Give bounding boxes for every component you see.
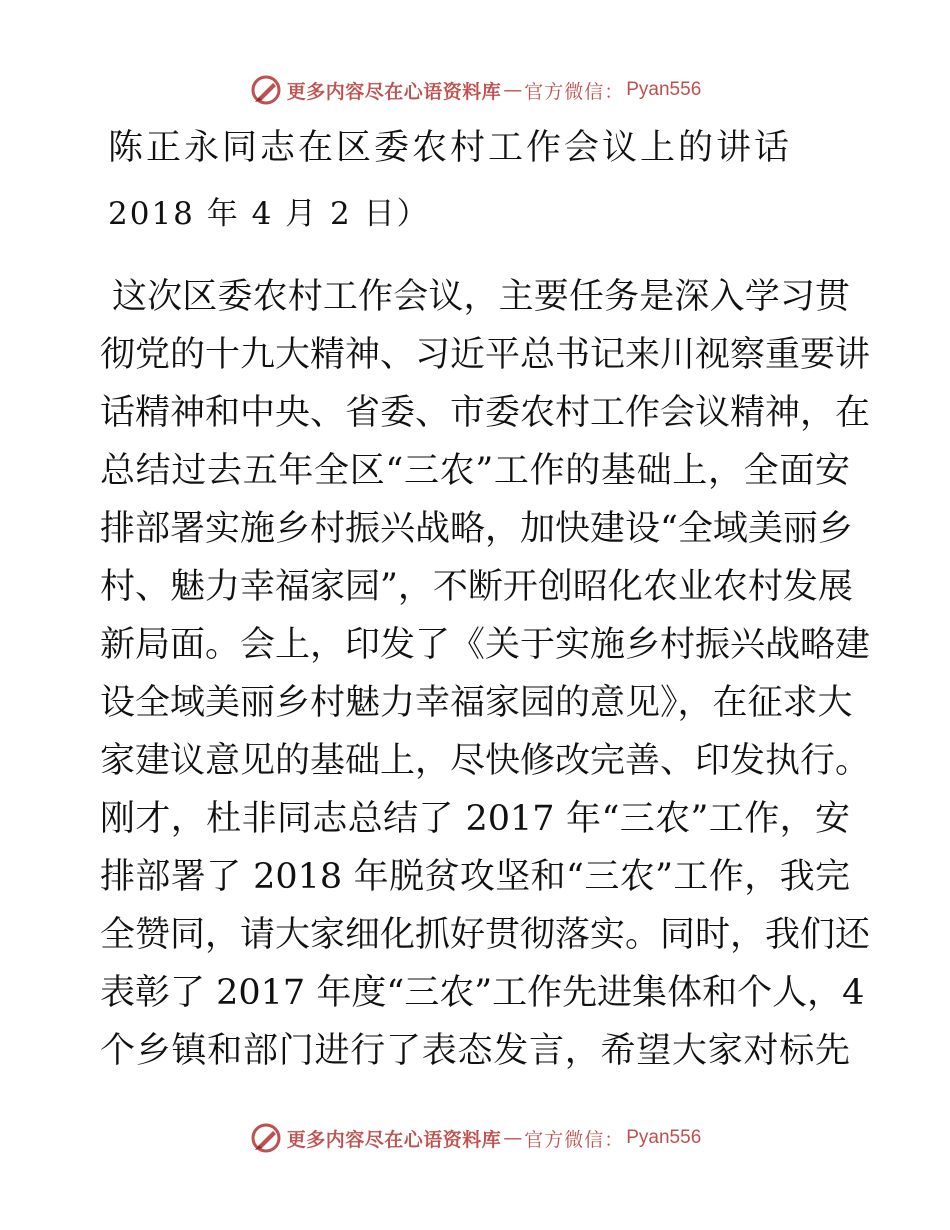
- watermark-separator: —: [503, 79, 523, 101]
- watermark-wechat-label: 官方微信：: [524, 80, 625, 103]
- text-line: 彻党的十九大精神、习近平总书记来川视察重要讲: [100, 335, 871, 375]
- text-line: 这次区委农村工作会议，主要任务是深入学习贯: [112, 277, 850, 317]
- watermark-wechat-id: Pyan556: [626, 79, 702, 100]
- watermark-separator: —: [503, 1127, 523, 1149]
- watermark-wechat-label: 官方微信：: [524, 1128, 625, 1151]
- page-title: 陈正永同志在区委农村工作会议上的讲话: [108, 128, 793, 168]
- text-line: 家建议意见的基础上，尽快修改完善、印发执行。: [100, 741, 871, 781]
- text-line: 表彰了 2017 年度“三农”工作先进集体和个人，4: [100, 973, 865, 1013]
- pen-logo-icon: [249, 73, 283, 107]
- text-line: 个乡镇和部门进行了表态发言，希望大家对标先: [100, 1031, 850, 1071]
- text-line: 话精神和中央、省委、市委农村工作会议精神，在: [100, 393, 871, 433]
- watermark-wechat-id: Pyan556: [626, 1127, 702, 1148]
- text-line: 村、魅力幸福家园”，不断开创昭化农业农村发展: [100, 567, 853, 607]
- text-line: 总结过去五年全区“三农”工作的基础上，全面安: [100, 451, 850, 491]
- watermark-text: 更多内容尽在心语资料库: [286, 1128, 502, 1151]
- text-line: 全赞同，请大家细化抓好贯彻落实。同时，我们还: [100, 915, 871, 955]
- text-line: 新局面。会上，印发了《关于实施乡村振兴战略建: [100, 625, 871, 665]
- text-line: 排部署实施乡村振兴战略，加快建设“全域美丽乡: [100, 509, 853, 549]
- watermark-text: 更多内容尽在心语资料库: [286, 80, 502, 103]
- watermark-footer: [0, 1118, 950, 1158]
- text-line: 刚才，杜非同志总结了 2017 年“三农”工作，安: [100, 799, 850, 839]
- speech-date: 2018 年 4 月 2 日）: [108, 196, 430, 232]
- text-line: 排部署了 2018 年脱贫攻坚和“三农”工作，我完: [100, 857, 850, 897]
- pen-logo-icon: [249, 1121, 283, 1155]
- watermark-header: [0, 70, 950, 110]
- text-line: 设全域美丽乡村魅力幸福家园的意见》，在征求大: [100, 683, 853, 723]
- body-paragraph: [100, 268, 871, 1080]
